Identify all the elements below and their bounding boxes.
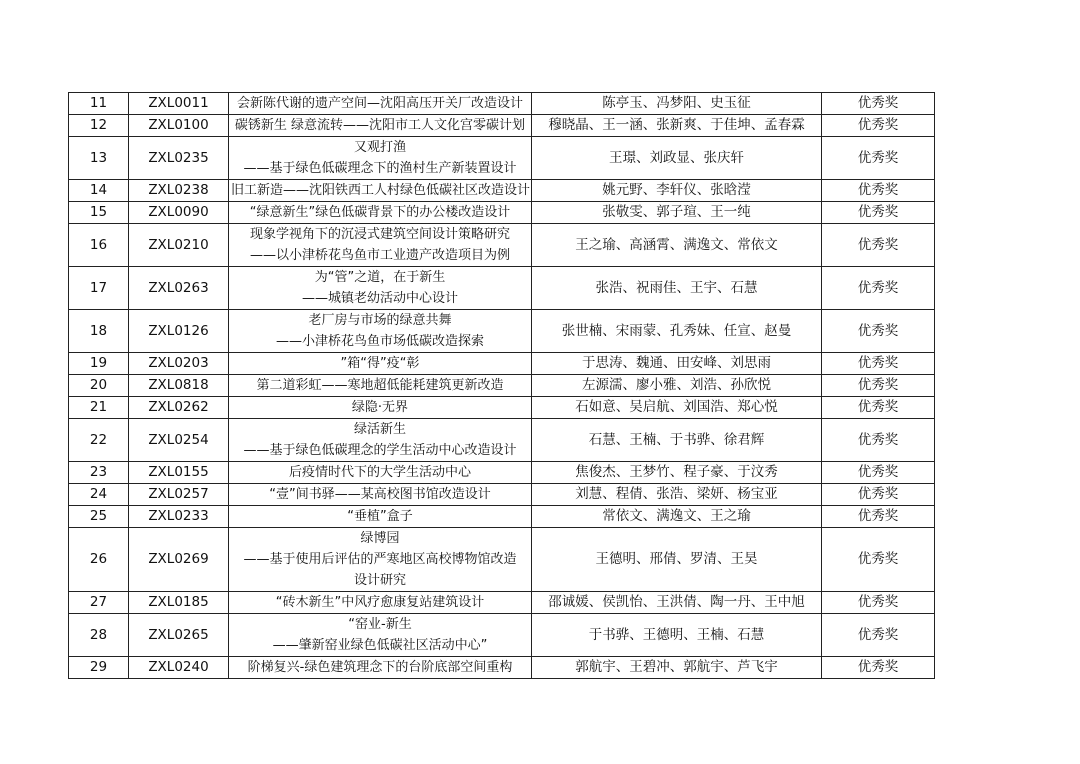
- table-row: [69, 310, 935, 353]
- project-title-line: ——肇新窑业绿色低碳社区活动中心”: [272, 638, 488, 653]
- row-number: 26: [69, 528, 129, 592]
- project-title: [229, 592, 532, 614]
- award-level: 优秀奖: [822, 419, 935, 462]
- entry-code: ZXL0126: [129, 310, 229, 353]
- project-title-line: ——小津桥花鸟鱼市场低碳改造探索: [275, 334, 484, 349]
- row-number: 16: [69, 224, 129, 267]
- row-number: 14: [69, 180, 129, 202]
- award-level: 优秀奖: [822, 93, 935, 115]
- project-title-line: “垂植”盒子: [347, 509, 413, 524]
- project-title-line: 会新陈代谢的遗产空间—沈阳高压开关厂改造设计: [236, 96, 523, 111]
- project-title-line: 碳锈新生 绿意流转——沈阳市工人文化宫零碳计划: [234, 118, 526, 133]
- row-number: 20: [69, 375, 129, 397]
- project-title: [229, 484, 532, 506]
- award-level: 优秀奖: [822, 614, 935, 657]
- row-number: 13: [69, 137, 129, 180]
- row-number: 23: [69, 462, 129, 484]
- entry-code: ZXL0269: [129, 528, 229, 592]
- table-row: [69, 657, 935, 679]
- project-title-line: 第二道彩虹——寒地超低能耗建筑更新改造: [256, 378, 504, 393]
- project-title-line: ——基于绿色低碳理念的学生活动中心改造设计: [243, 443, 517, 458]
- project-title: [229, 657, 532, 679]
- table-row: [69, 592, 935, 614]
- award-level: 优秀奖: [822, 506, 935, 528]
- project-title-line: ——城镇老幼活动中心设计: [301, 291, 458, 306]
- entry-code: ZXL0262: [129, 397, 229, 419]
- award-level: 优秀奖: [822, 353, 935, 375]
- entry-code: ZXL0185: [129, 592, 229, 614]
- project-title-line: 旧工新造——沈阳铁西工人村绿色低碳社区改造设计: [231, 183, 531, 198]
- entry-code: ZXL0155: [129, 462, 229, 484]
- award-level: 优秀奖: [822, 375, 935, 397]
- project-title: [229, 397, 532, 419]
- project-title: [229, 528, 532, 592]
- project-title: [229, 419, 532, 462]
- entry-code: ZXL0265: [129, 614, 229, 657]
- project-title-line: 绿隐·无界: [351, 400, 409, 415]
- table-row: [69, 484, 935, 506]
- awards-table: [68, 92, 935, 679]
- authors: 左源濡、廖小雅、刘浩、孙欣悦: [532, 375, 822, 397]
- award-level: 优秀奖: [822, 484, 935, 506]
- authors: 王璟、刘政显、张庆轩: [532, 137, 822, 180]
- authors: 于书骅、王德明、王楠、石慧: [532, 614, 822, 657]
- project-title-line: 现象学视角下的沉浸式建筑空间设计策略研究: [249, 227, 510, 242]
- project-title-line: 老厂房与市场的绿意共舞: [308, 313, 452, 328]
- project-title-line: 设计研究: [353, 573, 406, 588]
- entry-code: ZXL0100: [129, 115, 229, 137]
- row-number: 12: [69, 115, 129, 137]
- project-title-line: “砖木新生”中风疗愈康复站建筑设计: [275, 595, 485, 610]
- project-title: [229, 202, 532, 224]
- table-row: [69, 137, 935, 180]
- row-number: 25: [69, 506, 129, 528]
- authors: 王德明、邢倩、罗清、王昊: [532, 528, 822, 592]
- project-title-line: “绿意新生”绿色低碳背景下的办公楼改造设计: [249, 205, 511, 220]
- table-row: [69, 202, 935, 224]
- award-level: 优秀奖: [822, 202, 935, 224]
- project-title-line: ——基于绿色低碳理念下的渔村生产新装置设计: [243, 161, 517, 176]
- award-level: 优秀奖: [822, 224, 935, 267]
- authors: 石慧、王楠、于书骅、徐君辉: [532, 419, 822, 462]
- authors: 刘慧、程倩、张浩、梁妍、杨宝亚: [532, 484, 822, 506]
- authors: 张浩、祝雨佳、王宇、石慧: [532, 267, 822, 310]
- project-title: [229, 137, 532, 180]
- project-title: [229, 614, 532, 657]
- award-level: 优秀奖: [822, 180, 935, 202]
- entry-code: ZXL0263: [129, 267, 229, 310]
- authors: 石如意、吴启航、刘国浩、郑心悦: [532, 397, 822, 419]
- row-number: 22: [69, 419, 129, 462]
- authors: 常依文、满逸文、王之瑜: [532, 506, 822, 528]
- project-title: [229, 180, 532, 202]
- row-number: 21: [69, 397, 129, 419]
- entry-code: ZXL0233: [129, 506, 229, 528]
- table-row: [69, 375, 935, 397]
- authors: 于思涛、魏通、田安峰、刘思雨: [532, 353, 822, 375]
- award-level: 优秀奖: [822, 592, 935, 614]
- award-level: 优秀奖: [822, 267, 935, 310]
- table-row: [69, 506, 935, 528]
- table-row: [69, 267, 935, 310]
- authors: 穆晓晶、王一涵、张新爽、于佳坤、孟春霖: [532, 115, 822, 137]
- award-level: 优秀奖: [822, 657, 935, 679]
- project-title: [229, 115, 532, 137]
- authors: 陈亭玉、冯梦阳、史玉征: [532, 93, 822, 115]
- award-level: 优秀奖: [822, 137, 935, 180]
- authors: 焦俊杰、王梦竹、程子豪、于汶秀: [532, 462, 822, 484]
- project-title-line: 阶梯复兴-绿色建筑理念下的台阶底部空间重构: [247, 660, 513, 675]
- table-row: [69, 93, 935, 115]
- entry-code: ZXL0235: [129, 137, 229, 180]
- project-title: [229, 310, 532, 353]
- authors: 张世楠、宋雨蒙、孔秀妹、任宣、赵曼: [532, 310, 822, 353]
- award-level: 优秀奖: [822, 310, 935, 353]
- project-title: [229, 93, 532, 115]
- authors: 邵诚媛、侯凯怡、王洪倩、陶一丹、王中旭: [532, 592, 822, 614]
- award-level: 优秀奖: [822, 115, 935, 137]
- project-title-line: ”箱“得”疫“彰: [340, 356, 420, 371]
- project-title-line: ——以小津桥花鸟鱼市工业遗产改造项目为例: [249, 248, 510, 263]
- project-title-line: “壹”间书驿——某高校图书馆改造设计: [269, 487, 491, 502]
- row-number: 29: [69, 657, 129, 679]
- project-title: [229, 375, 532, 397]
- table-row: [69, 224, 935, 267]
- table-row: [69, 528, 935, 592]
- entry-code: ZXL0011: [129, 93, 229, 115]
- row-number: 17: [69, 267, 129, 310]
- authors: 王之瑜、高涵霄、满逸文、常依文: [532, 224, 822, 267]
- row-number: 19: [69, 353, 129, 375]
- row-number: 11: [69, 93, 129, 115]
- project-title-line: “窑业-新生: [348, 617, 412, 632]
- entry-code: ZXL0090: [129, 202, 229, 224]
- entry-code: ZXL0203: [129, 353, 229, 375]
- project-title: [229, 224, 532, 267]
- project-title-line: 绿活新生: [353, 422, 406, 437]
- table-row: [69, 115, 935, 137]
- table-row: [69, 397, 935, 419]
- project-title-line: 后疫情时代下的大学生活动中心: [288, 465, 471, 480]
- project-title: [229, 353, 532, 375]
- row-number: 27: [69, 592, 129, 614]
- entry-code: ZXL0818: [129, 375, 229, 397]
- project-title-line: ——基于使用后评估的严寒地区高校博物馆改造: [243, 552, 517, 567]
- table-row: [69, 180, 935, 202]
- table-row: [69, 419, 935, 462]
- authors: 郭航宇、王碧冲、郭航宇、芦飞宇: [532, 657, 822, 679]
- table-row: [69, 353, 935, 375]
- authors: 张敬雯、郭子瑄、王一纯: [532, 202, 822, 224]
- project-title: [229, 506, 532, 528]
- entry-code: ZXL0238: [129, 180, 229, 202]
- entry-code: ZXL0210: [129, 224, 229, 267]
- project-title: [229, 462, 532, 484]
- awards-table-body: [69, 93, 935, 679]
- project-title-line: 为“管”之道，在于新生: [314, 270, 446, 285]
- entry-code: ZXL0257: [129, 484, 229, 506]
- project-title-line: 绿博园: [360, 531, 400, 546]
- award-level: 优秀奖: [822, 397, 935, 419]
- row-number: 24: [69, 484, 129, 506]
- row-number: 18: [69, 310, 129, 353]
- entry-code: ZXL0254: [129, 419, 229, 462]
- authors: 姚元野、李轩仪、张晗滢: [532, 180, 822, 202]
- table-row: [69, 614, 935, 657]
- project-title: [229, 267, 532, 310]
- project-title-line: 又观打渔: [353, 140, 406, 155]
- award-level: 优秀奖: [822, 528, 935, 592]
- row-number: 15: [69, 202, 129, 224]
- award-level: 优秀奖: [822, 462, 935, 484]
- table-row: [69, 462, 935, 484]
- row-number: 28: [69, 614, 129, 657]
- entry-code: ZXL0240: [129, 657, 229, 679]
